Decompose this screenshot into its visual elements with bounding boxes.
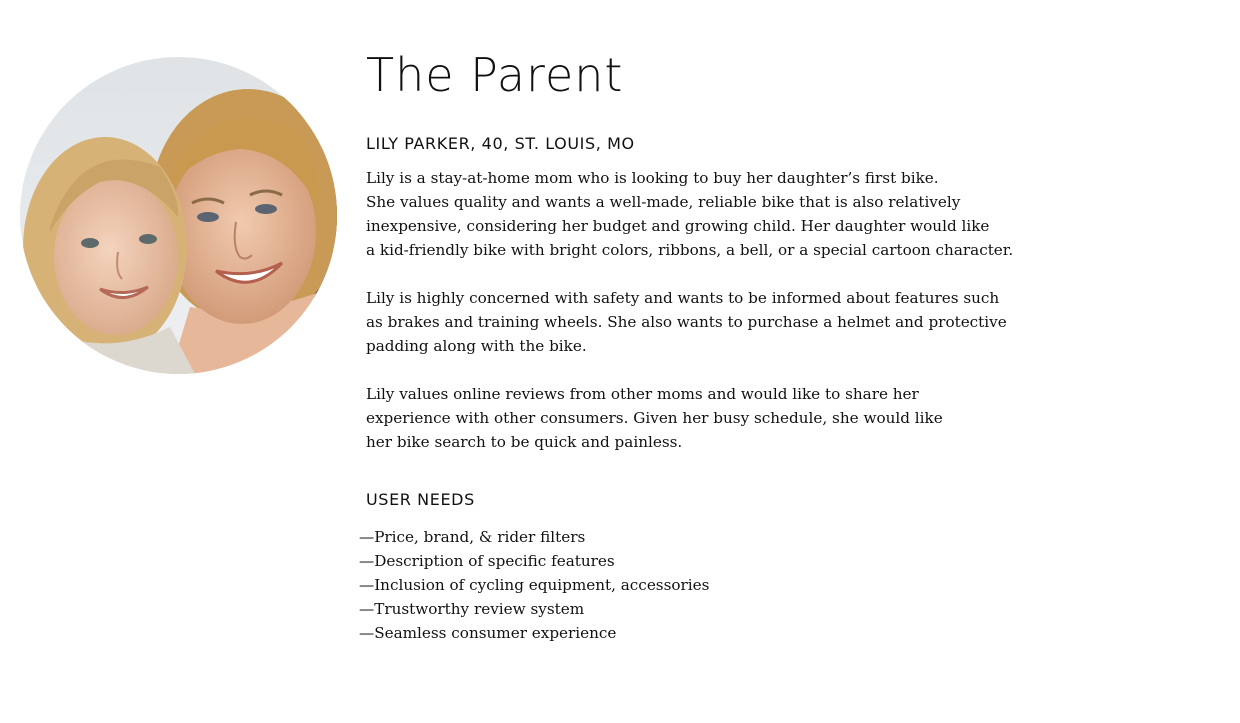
persona-title: The Parent [366,48,624,102]
mother-daughter-portrait [20,57,337,374]
user-need-item: —Seamless consumer experience [359,624,617,642]
paragraph-line: Lily is highly concerned with safety and wants to be informed about features such [366,289,1000,307]
persona-name-line: LILY PARKER, 40, ST. LOUIS, MO [366,134,635,153]
paragraph-line: inexpensive, considering her budget and growing child. Her daughter would like [366,217,990,235]
user-needs-title: USER NEEDS [366,490,475,509]
paragraph-line: Lily is a stay-at-home mom who is looking to buy her daughter’s first bike. [366,169,939,187]
persona-paragraph-2 [366,286,1007,358]
user-need-item: —Inclusion of cycling equipment, accessories [359,576,710,594]
user-need-item: —Description of specific features [359,552,615,570]
paragraph-line: Lily values online reviews from other moms and would like to share her [366,385,919,403]
persona-photo [20,57,337,374]
persona-paragraph-1 [366,166,1013,262]
paragraph-line: padding along with the bike. [366,337,587,355]
user-need-item: —Price, brand, & rider filters [359,528,586,546]
persona-paragraph-3 [366,382,943,454]
user-need-item: —Trustworthy review system [359,600,585,618]
paragraph-line: She values quality and wants a well-made, reliable bike that is also relatively [366,193,961,211]
paragraph-line: her bike search to be quick and painless. [366,433,683,451]
paragraph-line: experience with other consumers. Given her busy schedule, she would like [366,409,943,427]
user-needs-list [359,525,709,645]
paragraph-line: a kid-friendly bike with bright colors, ribbons, a bell, or a special cartoon character. [366,241,1014,259]
paragraph-line: as brakes and training wheels. She also wants to purchase a helmet and protective [366,313,1007,331]
